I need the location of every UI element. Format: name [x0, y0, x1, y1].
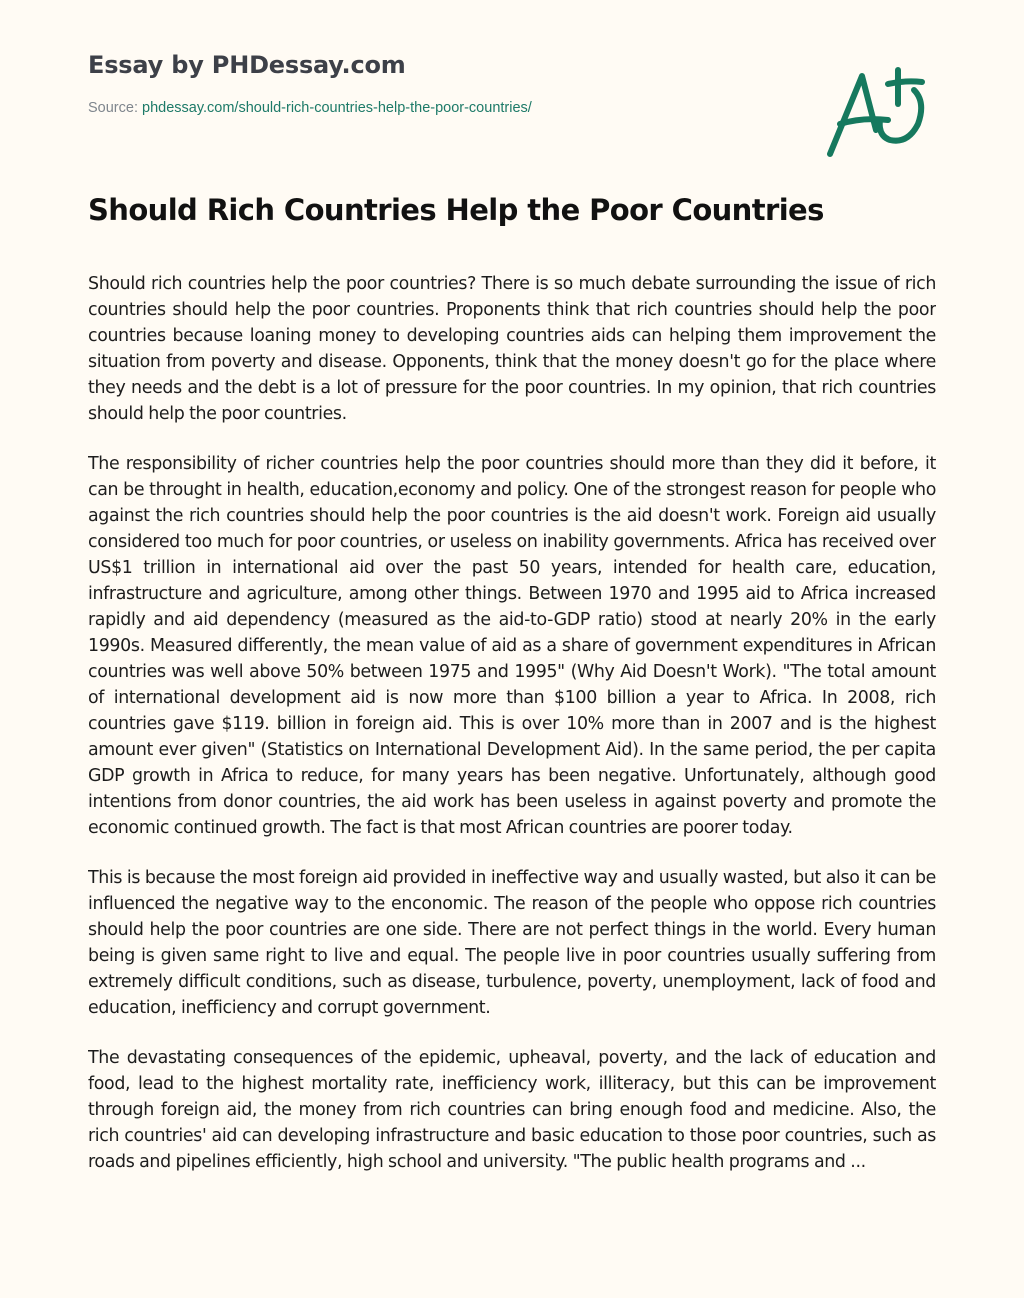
page-header [88, 48, 788, 118]
essay-paragraph: Should rich countries help the poor countries? There is so much debate surrounding the issue of rich countries should help the poor countries. Proponents think that rich countries should help the poor countries because loaning money to developing countries aids can helping them improvement the situation from poverty and disease. Opponents, think that the money doesn't go for the place where they needs and the debt is a lot of pressure for the poor countries. In my opinion, that rich countries should help the poor countries. [88, 274, 936, 424]
essay-title: Should Rich Countries Help the Poor Countries [88, 193, 824, 227]
essay-paragraph: The responsibility of richer countries help the poor countries should more than they did it before, it can be throught in health, education,economy and policy. One of the strongest reason for people who against the rich countries should help the poor countries is the aid doesn't work. Foreign aid usually considered too much for poor countries, or useless on inability governments. Africa has received over US$1 trillion in international aid over the past 50 years, intended for health care, education, infrastructure and agriculture, among other things. Between 1970 and 1995 aid to Africa increased rapidly and aid dependency (measured as the aid-to-GDP ratio) stood at nearly 20% in the early 1990s. Measured differently, the mean value of aid as a share of government expenditures in African countries was well above 50% between 1975 and 1995" (Why Aid Doesn't Work). "The total amount of international development aid is now more than $100 billion a year to Africa. In 2008, rich countries gave $119. billion in foreign aid. This is over 10% more than in 2007 and is the highest amount ever given" (Statistics on International Development Aid). In the same period, the per capita GDP growth in Africa to reduce, for many years has been negative. Unfortunately, although good intentions from donor countries, the aid work has been useless in against poverty and promote the economic continued growth. The fact is that most African countries are poorer today. [88, 454, 936, 838]
site-brand: Essay by PHDessay.com [88, 51, 406, 79]
a-plus-grade-icon [818, 62, 936, 162]
essay-body [88, 271, 936, 1250]
essay-paragraph: This is because the most foreign aid provided in ineffective way and usually wasted, but also it can be influenced the negative way to the enconomic. The reason of the people who oppose rich countries should help the poor countries are one side. There are not perfect things in the world. Every human being is given same right to live and equal. The people live in poor countries usually suffering from extremely difficult conditions, such as disease, turbulence, poverty, unemployment, lack of food and education, inefficiency and corrupt government. [88, 868, 936, 1018]
source-link[interactable]: phdessay.com/should-rich-countries-help-the-poor-countries/ [142, 100, 532, 116]
essay-paragraph: The devastating consequences of the epidemic, upheaval, poverty, and the lack of education and food, lead to the highest mortality rate, inefficiency work, illiteracy, but this can be improvement through foreign aid, the money from rich countries can bring enough food and medicine. Also, the rich countries' aid can developing infrastructure and basic education to those poor countries, such as roads and pipelines efficiently, high school and university. "The public health programs and ... [88, 1048, 936, 1172]
source-line [88, 98, 788, 118]
source-label: Source: [88, 100, 142, 116]
